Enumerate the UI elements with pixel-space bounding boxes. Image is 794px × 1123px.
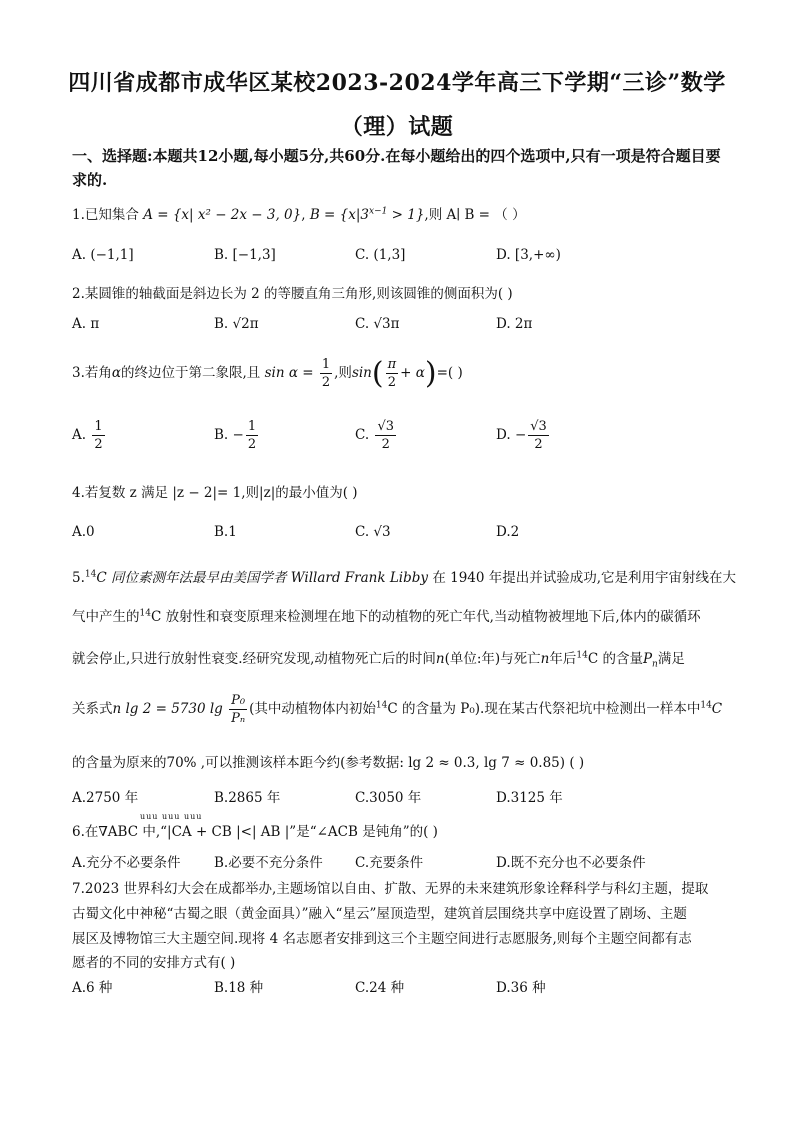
scientist-name: Willard Frank Libby [290, 570, 429, 586]
q3-option-a[interactable]: A. $\frac{1}{2}$ [72, 419, 103, 452]
question-7-line-4: 愿者的不同的安排方式有( ) [72, 955, 236, 971]
question-2-stem: 2.某圆锥的轴截面是斜边长为 2 的等腰直角三角形,则该圆锥的侧面积为( ) [72, 286, 513, 302]
q4-option-b[interactable]: B.1 [214, 524, 237, 540]
set-a: A = {x| x² − 2x − 3, 0} [143, 207, 302, 223]
q4-option-a[interactable]: A.0 [72, 524, 95, 540]
q6-option-c[interactable]: C.充要条件 [355, 855, 424, 871]
question-5-line-2: 气中产生的$^{14}$C 放射性和衰变原理来检测埋在地下的动植物的死亡年代,当动植物被埋地下后,体内的碳循环 [72, 608, 701, 625]
question-3-stem: 3.若角α的终边位于第二象限,且 sin α = $\frac{1}{2}$ ,则sin( $\frac{\pi}{2}$ + α)=( ) [72, 356, 463, 391]
fraction-one-half: $\frac{1}{2}$ [321, 357, 331, 390]
question-5-line-5: 的含量为原来的70% ,可以推测该样本距今约(参考数据: lg 2 ≈ 0.3, lg 7 ≈ 0.85) ( ) [72, 755, 585, 771]
title-line-2: （理）试题 [340, 114, 454, 140]
q7-option-c[interactable]: C.24 种 [355, 980, 405, 996]
q1-option-b[interactable]: B. [−1,3] [214, 247, 276, 263]
q5-option-d[interactable]: D.3125 年 [496, 790, 563, 806]
q5-option-a[interactable]: A.2750 年 [72, 790, 139, 806]
q2-option-d[interactable]: D. 2π [496, 316, 533, 332]
question-5-line-4: 关系式n lg 2 = 5730 lg $\frac{\text{P₀}}{\text{Pₙ}}$ (其中动植物体内初始$^{14}$C 的含量为 P₀).现在某古代祭祀坑中检测出一样本中$^{14}$C [72, 693, 723, 726]
q5-option-c[interactable]: C.3050 年 [355, 790, 422, 806]
q6-option-d[interactable]: D.既不充分也不必要条件 [496, 855, 646, 871]
q3-option-b[interactable]: B. − $\frac{1}{2}$ [214, 419, 257, 452]
q1-option-d[interactable]: D. [3,+∞) [496, 247, 561, 263]
q2-option-b[interactable]: B. √2π [214, 316, 259, 332]
q2-option-c[interactable]: C. √3π [355, 316, 400, 332]
vector-marks: uuu uuu uuu [140, 812, 203, 821]
q7-option-d[interactable]: D.36 种 [496, 980, 546, 996]
question-4-stem: 4.若复数 z 满足 |z − 2|= 1,则|z|的最小值为( ) [72, 485, 358, 501]
question-7-line-2: 古蜀文化中神秘“古蜀之眼（黄金面具）”融入“星云”屋顶造型，建筑首层围绕共享中庭设置了剧场、主题 [72, 906, 687, 922]
q7-option-b[interactable]: B.18 种 [214, 980, 264, 996]
q1-option-a[interactable]: A. (−1,1] [72, 247, 134, 263]
q2-option-a[interactable]: A. π [72, 316, 100, 332]
q6-option-b[interactable]: B.必要不充分条件 [214, 855, 323, 871]
title-line-1: 四川省成都市成华区某校2023-2024学年高三下学期“三诊”数学 [68, 70, 726, 96]
question-7-line-1: 7.2023 世界科幻大会在成都举办,主题场馆以自由、扩散、无界的未来建筑形象诠释科学与科幻主题，提取 [72, 881, 709, 897]
set-b: $B = \{x|3^{x-1} > 1\}$ [309, 206, 425, 223]
q3-option-d[interactable]: D. − $\frac{√3}{2}$ [496, 419, 547, 452]
q6-option-a[interactable]: A.充分不必要条件 [72, 855, 181, 871]
question-6-stem: 6.在∇ABC 中,“|CA + CB |<| AB |”是“∠ACB 是钝角”的( ) [72, 824, 438, 840]
q5-option-b[interactable]: B.2865 年 [214, 790, 281, 806]
q4-option-d[interactable]: D.2 [496, 524, 520, 540]
q3-option-c[interactable]: C. $\frac{√3}{2}$ [355, 419, 394, 452]
q4-option-c[interactable]: C. √3 [355, 524, 391, 540]
question-5-line-1: 5.14C 同位素测年法最早由美国学者 Willard Frank Libby 在 1940 年提出并试验成功,它是利用宇宙射线在大 [72, 569, 737, 586]
fraction-p0-over-pn: $\frac{\text{P₀}}{\text{Pₙ}}$ [231, 693, 246, 726]
question-5-line-3: 就会停止,只进行放射性衰变.经研究发现,动植物死亡后的时间n(单位:年)与死亡n年后$^{14}$C 的含量$P_n$满足 [72, 650, 685, 670]
question-7-line-3: 展区及博物馆三大主题空间.现将 4 名志愿者安排到这三个主题空间进行志愿服务,则每个主题空间都有志 [72, 931, 692, 947]
question-1-stem: 1.已知集合 A = {x| x² − 2x − 3, 0}, $B = \{x|3^{x-1} > 1\}$,则 A∣ B = （ ） [72, 206, 526, 223]
fraction-pi-over-2: $\frac{\pi}{2}$ [387, 357, 397, 390]
q7-option-a[interactable]: A.6 种 [72, 980, 113, 996]
q1-option-c[interactable]: C. (1,3] [355, 247, 406, 263]
section-header: 一、选择题:本题共12小题,每小题5分,共60分.在每小题给出的四个选项中,只有一项是符合题目要求的. [72, 147, 721, 189]
